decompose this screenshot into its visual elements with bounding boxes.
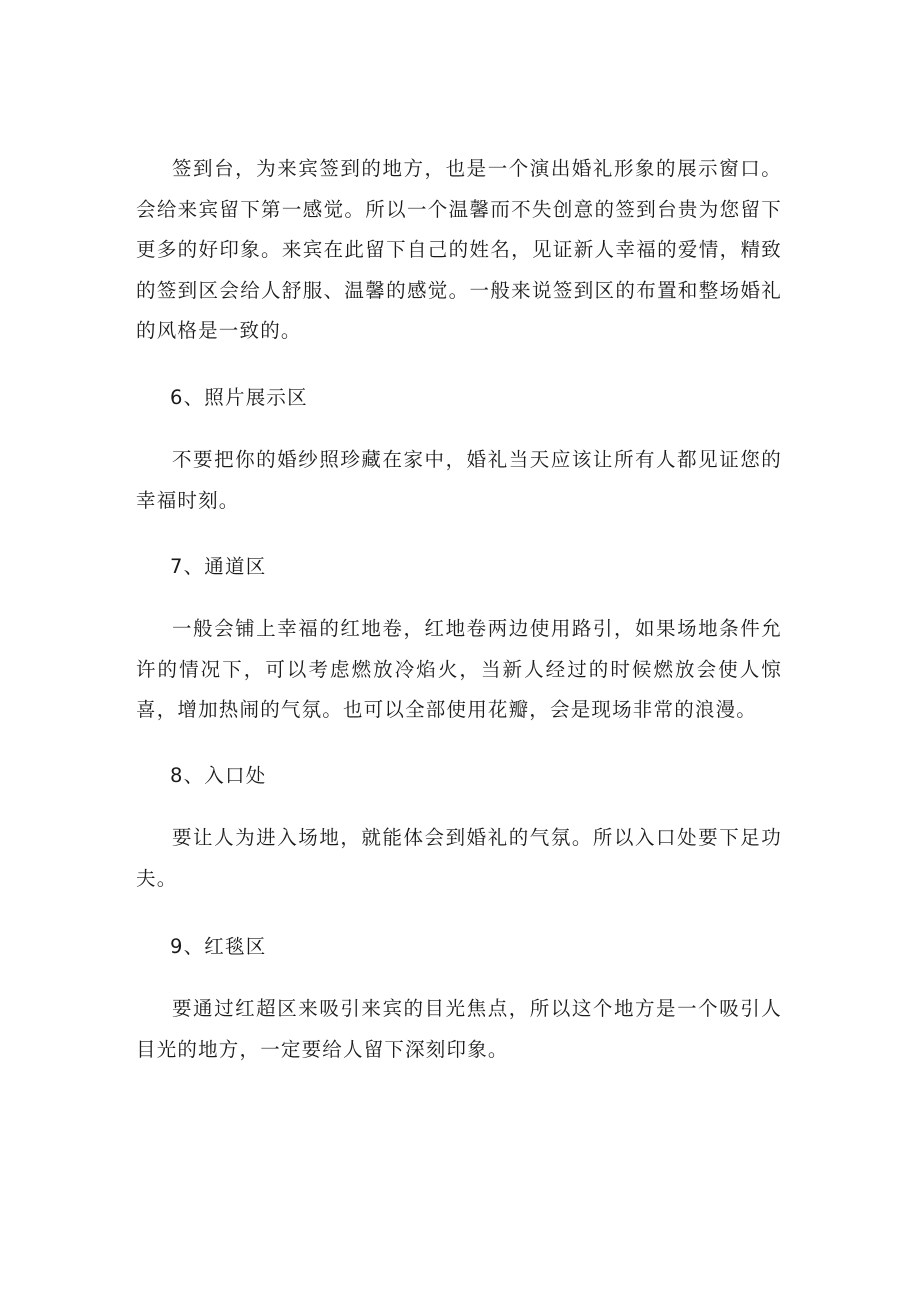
section-heading-aisle: 7、通道区	[170, 555, 267, 578]
section-body-photo-display: 不要把你的婚纱照珍藏在家中，婚礼当天应该让所有人都见证您的幸福时刻。	[136, 448, 782, 512]
section-heading-red-carpet: 9、红毯区	[170, 935, 267, 958]
section-heading-entrance: 8、入口处	[170, 764, 267, 787]
section-body-red-carpet: 要通过红超区来吸引来宾的目光焦点，所以这个地方是一个吸引人目光的地方，一定要给人留下深刻印象。	[136, 997, 782, 1061]
section-heading-photo-display: 6、照片展示区	[170, 386, 308, 409]
section-body-entrance: 要让人为进入场地，就能体会到婚礼的气氛。所以入口处要下足功夫。	[136, 826, 782, 890]
section-body-aisle: 一般会铺上幸福的红地卷，红地卷两边使用路引，如果场地条件允许的情况下，可以考虑燃放冷焰火，当新人经过的时候燃放会使人惊喜，增加热闹的气氛。也可以全部使用花瓣，会是现场非常的浪漫。	[136, 617, 782, 721]
intro-paragraph: 签到台，为来宾签到的地方，也是一个演出婚礼形象的展示窗口。会给来宾留下第一感觉。所以一个温馨而不失创意的签到台贵为您留下更多的好印象。来宾在此留下自己的姓名，见证新人幸福的爱情，精致的签到区会给人舒服、温馨的感觉。一般来说签到区的布置和整场婚礼的风格是一致的。	[136, 157, 782, 342]
